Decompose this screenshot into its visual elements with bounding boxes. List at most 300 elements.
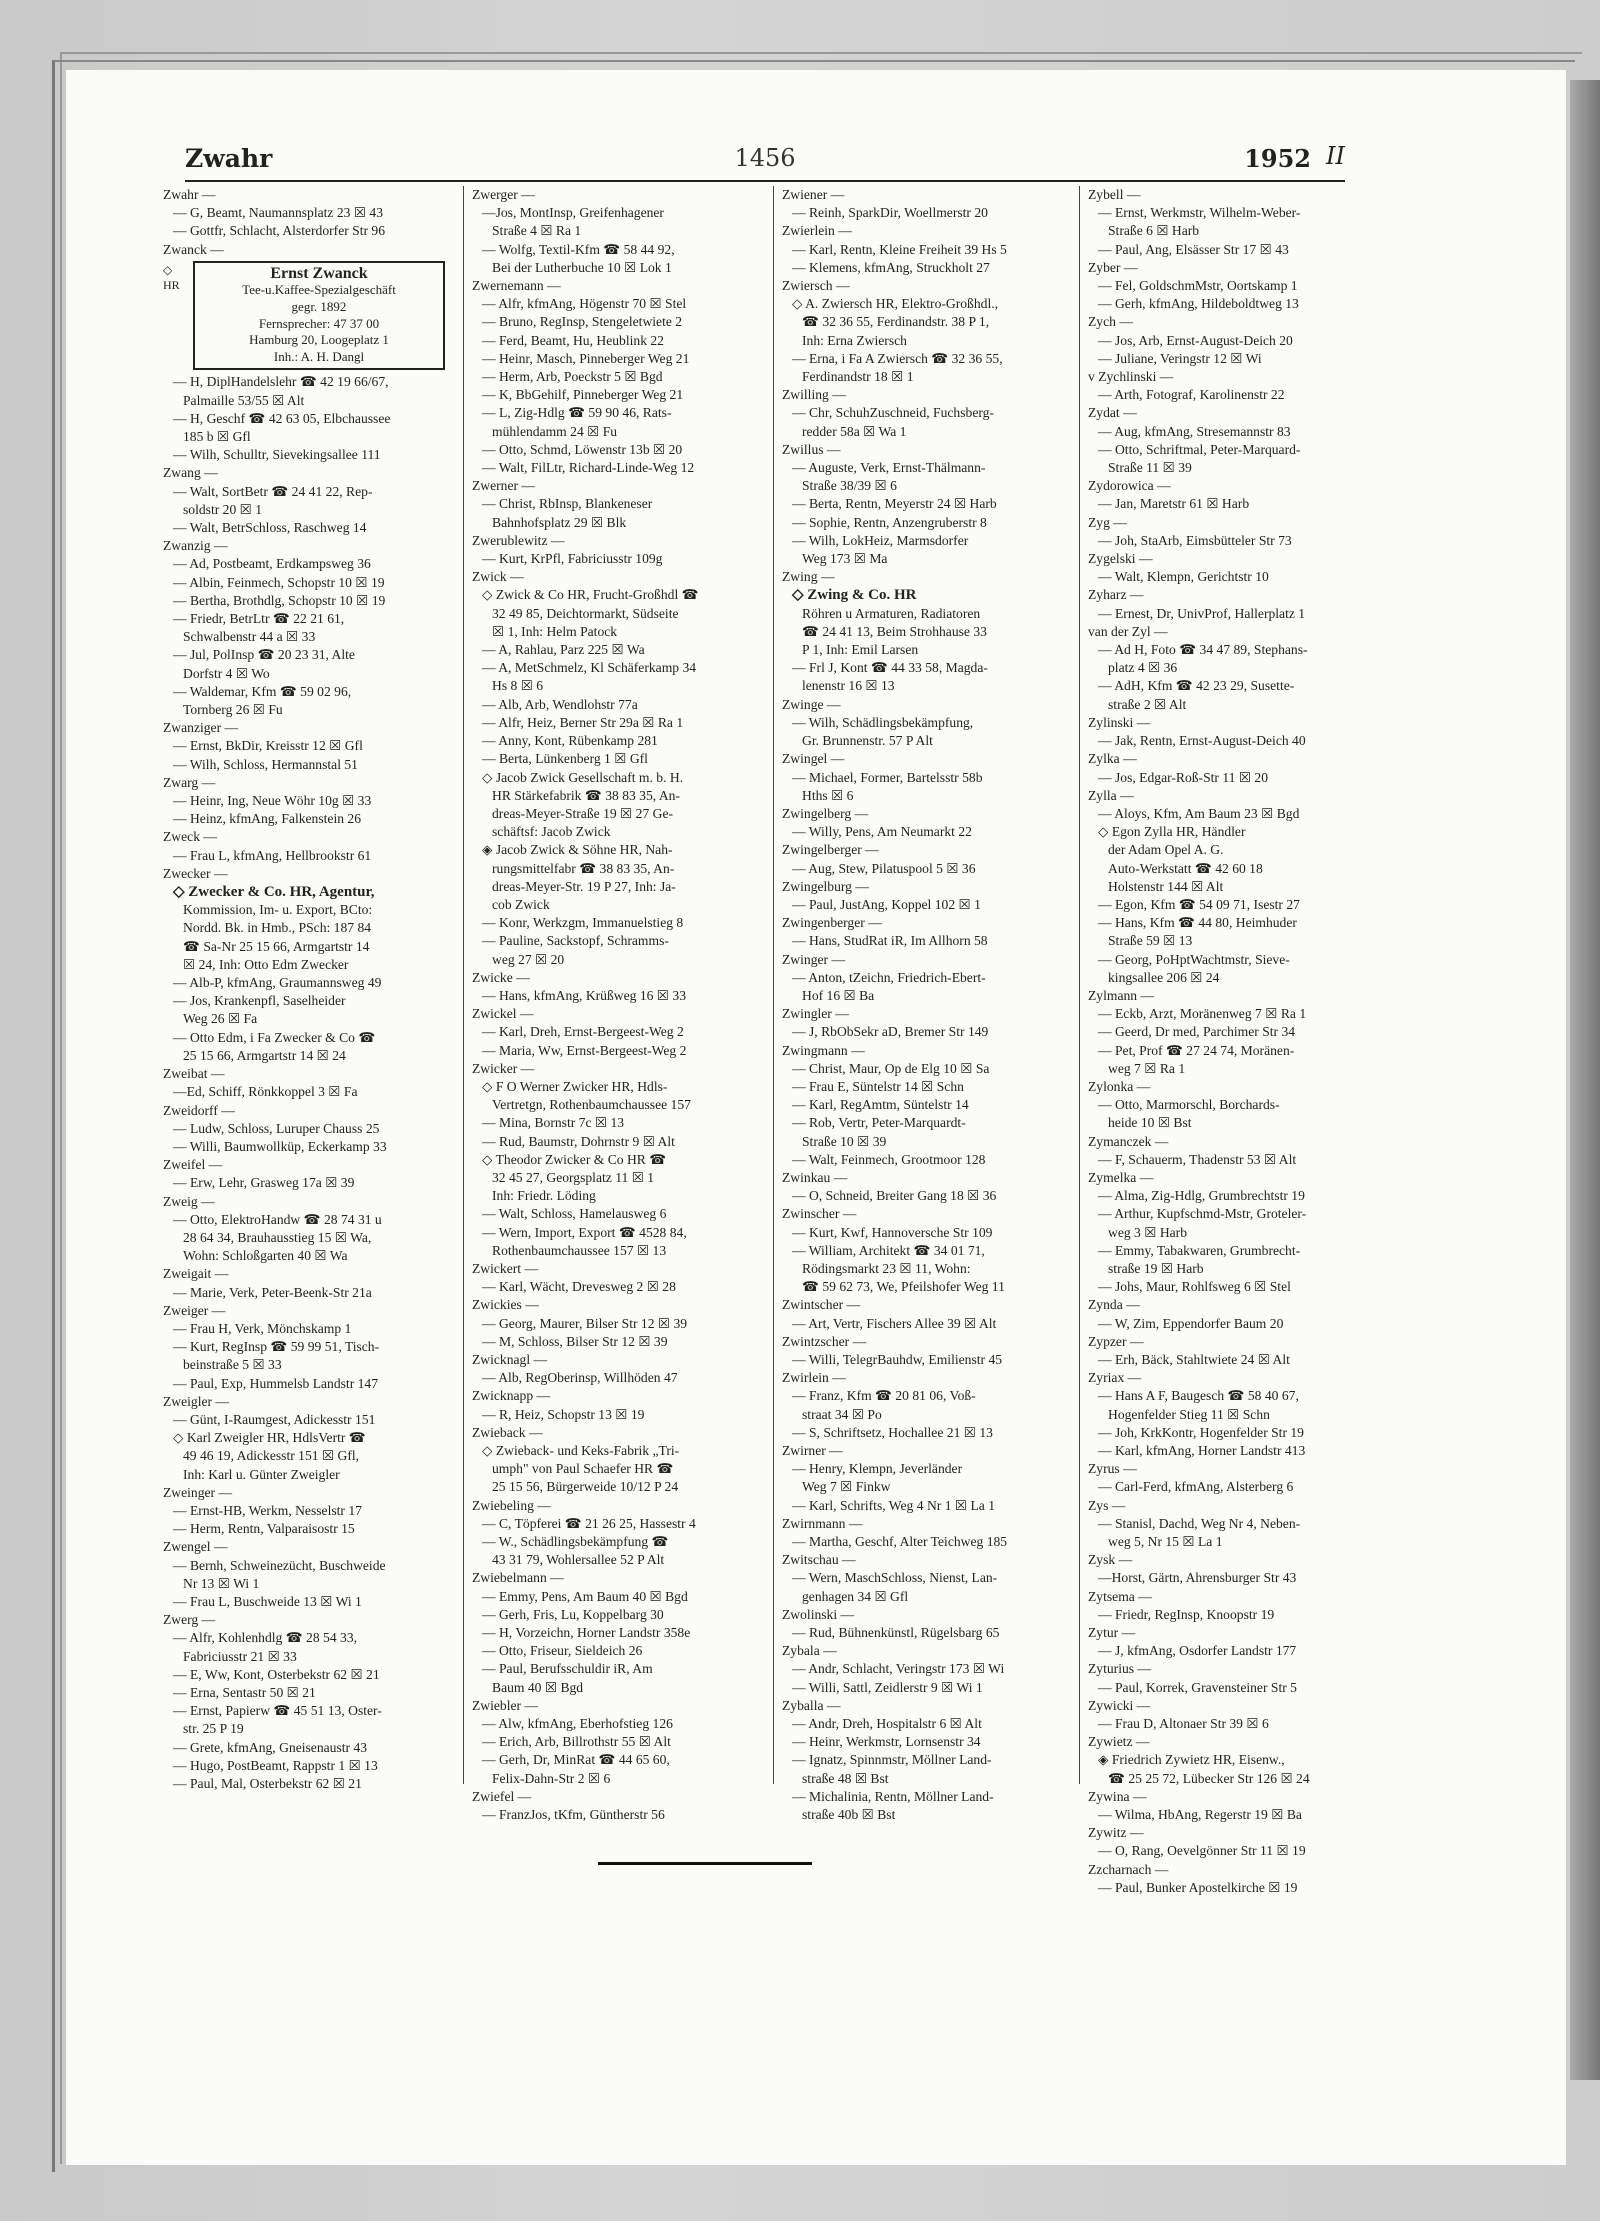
directory-entry: — Walt, BetrSchloss, Raschweg 14 [173, 520, 367, 535]
entry-continuation: weg 27 ☒ 20 [492, 951, 565, 967]
directory-entry: ◇ Karl Zweigler HR, HdlsVertr ☎ [173, 1430, 366, 1446]
directory-entry: — Aug, kfmAng, Stresemannstr 83 [1098, 423, 1291, 439]
entry-continuation: Hogenfelder Stieg 11 ☒ Schn [1108, 1406, 1270, 1422]
surname-heading: Zydorowica — [1088, 478, 1171, 494]
directory-entry: — M, Schloss, Bilser Str 12 ☒ 39 [482, 1333, 668, 1349]
entry-continuation: platz 4 ☒ 36 [1108, 660, 1178, 676]
header-volume: II [1326, 142, 1345, 170]
directory-entry: — Gerh, Fris, Lu, Koppelbarg 30 [482, 1606, 664, 1622]
surname-heading: Zweibat — [163, 1066, 225, 1082]
entry-continuation: Straße 6 ☒ Harb [1108, 223, 1200, 239]
directory-entry: — Heinr, Werkmstr, Lornsenstr 34 [792, 1734, 981, 1750]
directory-entry: — O, Schneid, Breiter Gang 18 ☒ 36 [792, 1188, 997, 1204]
directory-entry: — Walt, FilLtr, Richard-Linde-Weg 12 [482, 460, 695, 476]
directory-entry: — Wern, Import, Export ☎ 4528 84, [482, 1224, 687, 1240]
surname-heading: Zymelka — [1088, 1169, 1154, 1185]
directory-entry: — Paul, Mal, Osterbekstr 62 ☒ 21 [173, 1776, 362, 1792]
entry-continuation: redder 58a ☒ Wa 1 [802, 423, 907, 439]
entry-continuation: cob Zwick [492, 896, 550, 912]
directory-entry: — Joh, StaArb, Eimsbütteler Str 73 [1098, 532, 1292, 548]
directory-entry: — Maria, Ww, Ernst-Bergeest-Weg 2 [482, 1042, 687, 1058]
entry-continuation: Straße 59 ☒ 13 [1108, 933, 1193, 949]
entry-continuation: weg 5, Nr 15 ☒ La 1 [1108, 1534, 1223, 1550]
directory-entry: — Bernh, Schweinezücht, Buschweide [173, 1557, 386, 1573]
directory-entry: — Klemens, kfmAng, Struckholt 27 [792, 259, 990, 275]
surname-heading: Zwarg — [163, 774, 216, 790]
surname-heading: Zwingelburg — [782, 878, 869, 894]
directory-entry: — Otto, Schmd, Löwenstr 13b ☒ 20 [482, 441, 683, 457]
surname-heading: Zydat — [1088, 405, 1137, 421]
directory-entry: — Alw, kfmAng, Eberhofstieg 126 [482, 1716, 673, 1732]
directory-entry: — C, Töpferei ☎ 21 26 25, Hassestr 4 [482, 1515, 696, 1531]
directory-entry: ◇ Zwing & Co. HR [792, 587, 917, 604]
surname-heading: Zyrus — [1088, 1461, 1137, 1477]
directory-entry: — Kurt, KrPfl, Fabriciusstr 109g [482, 551, 663, 567]
directory-entry: — Paul, Ang, Elsässer Str 17 ☒ 43 [1098, 241, 1289, 257]
directory-entry: — Berta, Rentn, Meyerstr 24 ☒ Harb [792, 496, 997, 512]
surname-heading: Zwirnmann — [782, 1515, 863, 1531]
entry-continuation: Röhren u Armaturen, Radiatoren [802, 605, 981, 621]
directory-entry: — Günt, I-Raumgest, Adickesstr 151 [173, 1411, 376, 1427]
directory-entry: — Alb, Arb, Wendlohstr 77a [482, 696, 638, 712]
directory-entry: — Andr, Schlacht, Veringstr 173 ☒ Wi [792, 1661, 1005, 1677]
directory-entry: — Arthur, Kupfschmd-Mstr, Groteler- [1098, 1206, 1307, 1222]
entry-continuation: ☒ 1, Inh: Helm Patock [492, 623, 618, 639]
directory-entry: — Alma, Zig-Hdlg, Grumbrechtstr 19 [1098, 1188, 1305, 1204]
directory-entry: — Jos, Arb, Ernst-August-Deich 20 [1098, 332, 1293, 348]
directory-entry: — Reinh, SparkDir, Woellmerstr 20 [792, 205, 988, 221]
directory-entry: ◇ Zwick & Co HR, Frucht-Großhdl ☎ [482, 587, 699, 603]
directory-entry: — Ernst, Papierw ☎ 45 51 13, Oster- [173, 1703, 382, 1719]
directory-entry: — Walt, Feinmech, Grootmoor 128 [792, 1151, 986, 1167]
directory-entry: — Gottfr, Schlacht, Alsterdorfer Str 96 [173, 223, 386, 239]
directory-entry: — Heinz, kfmAng, Falkenstein 26 [173, 811, 362, 827]
directory-entry: — Alb, RegOberinsp, Willhöden 47 [482, 1370, 678, 1386]
surname-heading: Zwicke — [472, 969, 530, 985]
directory-entry: — Auguste, Verk, Ernst-Thälmann- [792, 460, 986, 476]
surname-heading: Zyballa — [782, 1697, 841, 1713]
surname-heading: Zwerg — [163, 1612, 216, 1628]
directory-entry: — Hans, Kfm ☎ 44 80, Heimhuder [1098, 915, 1297, 931]
entry-continuation: weg 7 ☒ Ra 1 [1108, 1060, 1186, 1076]
entry-continuation: straße 19 ☒ Harb [1108, 1260, 1204, 1276]
page-number: 1456 [734, 144, 796, 172]
directory-entry: — Anny, Kont, Rübenkamp 281 [482, 733, 658, 749]
entry-continuation: Bahnhofsplatz 29 ☒ Blk [492, 514, 627, 530]
surname-heading: Zwerner — [472, 478, 536, 494]
directory-entry: — Berta, Lünkenberg 1 ☒ Gfl [482, 751, 648, 767]
directory-entry: — Michalinia, Rentn, Möllner Land- [792, 1788, 994, 1804]
directory-entry: — Andr, Dreh, Hospitalstr 6 ☒ Alt [792, 1716, 982, 1732]
directory-entry: — Erich, Arb, Billrothstr 55 ☒ Alt [482, 1734, 671, 1750]
entry-continuation: weg 3 ☒ Harb [1108, 1224, 1188, 1240]
surname-heading: Zwingel — [782, 751, 845, 767]
directory-entry: — Paul, Bunker Apostelkirche ☒ 19 [1098, 1879, 1298, 1895]
entry-continuation: Wohn: Schloßgarten 40 ☒ Wa [183, 1248, 348, 1264]
entry-continuation: Hs 8 ☒ 6 [492, 678, 544, 694]
surname-heading: Zweig — [163, 1193, 215, 1209]
surname-heading: Zweinger — [163, 1484, 233, 1500]
entry-continuation: 43 31 79, Wohlersallee 52 P Alt [492, 1552, 665, 1568]
directory-entry: — Aug, Stew, Pilatuspool 5 ☒ 36 [792, 860, 976, 876]
surname-heading: Zylla — [1088, 787, 1134, 803]
directory-entry: — Friedr, BetrLtr ☎ 22 21 61, [173, 611, 345, 627]
entry-continuation: Baum 40 ☒ Bgd [492, 1679, 584, 1695]
surname-heading: Zych — [1088, 314, 1133, 330]
surname-heading: Zwerublewitz — [472, 532, 565, 548]
surname-heading: Zywina — [1088, 1788, 1147, 1804]
surname-heading: Zynda — [1088, 1297, 1140, 1313]
header-year: 1952 [1244, 144, 1311, 173]
surname-heading: Zytsema — [1088, 1588, 1152, 1604]
entry-continuation: Auto-Werkstatt ☎ 42 60 18 [1108, 860, 1263, 876]
surname-heading: Zwiersch — [782, 278, 850, 294]
directory-entry: — Ernest, Dr, UnivProf, Hallerplatz 1 [1098, 605, 1306, 621]
surname-heading: Zwicker — [472, 1060, 535, 1076]
surname-heading: Zylinski — [1088, 714, 1151, 730]
entry-continuation: Straße 38/39 ☒ 6 [802, 478, 897, 494]
directory-entry: — Christ, RbInsp, Blankeneser [482, 496, 653, 512]
directory-entry: — Willi, Sattl, Zeidlerstr 9 ☒ Wi 1 [792, 1679, 983, 1695]
entry-continuation: dreas-Meyer-Str. 19 P 27, Inh: Ja- [492, 878, 676, 894]
directory-entry: — Willi, TelegrBauhdw, Emilienstr 45 [792, 1352, 1003, 1367]
entry-continuation: Inh: Karl u. Günter Zweigler [183, 1466, 340, 1482]
directory-entry: — F, Schauerm, Thadenstr 53 ☒ Alt [1098, 1151, 1297, 1167]
directory-entry: — Ad, Postbeamt, Erdkampsweg 36 [173, 556, 371, 572]
entry-continuation: Nordd. Bk. in Hmb., PSch: 187 84 [183, 920, 372, 936]
surname-heading: Zweiger — [163, 1302, 226, 1318]
directory-entry: ◇ Egon Zylla HR, Händler [1098, 824, 1246, 840]
entry-continuation: ☎ 25 25 72, Lübecker Str 126 ☒ 24 [1108, 1770, 1310, 1786]
surname-heading: Zweigait — [163, 1266, 229, 1282]
entry-continuation: soldstr 20 ☒ 1 [183, 501, 263, 517]
entry-continuation: Felix-Dahn-Str 2 ☒ 6 [492, 1770, 611, 1786]
surname-heading: Zyber — [1088, 259, 1138, 275]
directory-entry: — Arth, Fotograf, Karolinenstr 22 [1098, 387, 1285, 403]
entry-continuation: ☎ 24 41 13, Beim Strohhause 33 [802, 623, 987, 639]
entry-continuation: 25 15 66, Armgartstr 14 ☒ 24 [183, 1047, 346, 1063]
surname-heading: Zwickies — [472, 1297, 539, 1313]
directory-entry: — Wolfg, Textil-Kfm ☎ 58 44 92, [482, 241, 675, 257]
surname-heading: Zwillus — [782, 441, 841, 457]
directory-entry: — W., Schädlingsbekämpfung ☎ [482, 1534, 669, 1550]
entry-continuation: ☎ 32 36 55, Ferdinandstr. 38 P 1, [802, 314, 990, 330]
directory-entry: — Franz, Kfm ☎ 20 81 06, Voß- [792, 1388, 976, 1404]
entry-continuation: Rothenbaumchaussee 157 ☒ 13 [492, 1242, 667, 1258]
entry-continuation: Kommission, Im- u. Export, BCto: [183, 902, 373, 918]
entry-continuation: Dorfstr 4 ☒ Wo [183, 665, 270, 681]
directory-entry: — Frau E, Süntelstr 14 ☒ Schn [792, 1078, 964, 1094]
surname-heading: Zwiebler — [472, 1697, 539, 1713]
directory-entry: — Walt, Klempn, Gerichtstr 10 [1098, 569, 1269, 585]
directory-entry: — William, Architekt ☎ 34 01 71, [792, 1242, 985, 1258]
column-divider [1079, 186, 1080, 1784]
directory-entry: — Jak, Rentn, Ernst-August-Deich 40 [1098, 733, 1306, 749]
directory-entry: — Frl J, Kont ☎ 44 33 58, Magda- [792, 660, 988, 676]
surname-heading: van der Zyl — [1088, 623, 1168, 639]
directory-entry: — Egon, Kfm ☎ 54 09 71, Isestr 27 [1098, 896, 1300, 912]
entry-continuation: 185 b ☒ Gfl [183, 428, 251, 444]
directory-entry: — Ad H, Foto ☎ 34 47 89, Stephans- [1098, 642, 1308, 658]
advertisement-box [163, 261, 445, 371]
directory-entry: — Wern, MaschSchloss, Nienst, Lan- [792, 1570, 998, 1586]
directory-entry: — Otto, Marmorschl, Borchards- [1098, 1097, 1280, 1113]
directory-entry: — Konr, Werkzgm, Immanuelstieg 8 [482, 915, 684, 931]
directory-entry: — Karl, RegAmtm, Süntelstr 14 [792, 1097, 969, 1113]
directory-entry: — AdH, Kfm ☎ 42 23 29, Susette- [1098, 678, 1295, 694]
surname-heading: Zwingler — [782, 1006, 849, 1022]
entry-continuation: straat 34 ☒ Po [802, 1406, 882, 1422]
surname-heading: Zwingelberger — [782, 842, 879, 858]
surname-heading: Zylonka — [1088, 1078, 1151, 1094]
surname-heading: Zwang — [163, 465, 218, 481]
entry-continuation: straße 2 ☒ Alt [1108, 696, 1187, 712]
directory-entry: ◈ Friedrich Zywietz HR, Eisenw., [1098, 1752, 1285, 1768]
surname-heading: Zyturius — [1088, 1661, 1152, 1677]
directory-entry: ◇ Zwieback- und Keks-Fabrik „Tri- [482, 1443, 680, 1459]
directory-entry: — Ernst, BkDir, Kreisstr 12 ☒ Gfl [173, 738, 363, 754]
directory-entry: — Martha, Geschf, Alter Teichweg 185 [792, 1534, 1008, 1550]
entry-continuation: rungsmittelfabr ☎ 38 83 35, An- [492, 860, 675, 876]
surname-heading: Zweidorff — [163, 1102, 235, 1118]
directory-entry: — Rob, Vertr, Peter-Marquardt- [792, 1115, 966, 1131]
directory-entry: — Mina, Bornstr 7c ☒ 13 [482, 1115, 625, 1131]
directory-entry: — Aloys, Kfm, Am Baum 23 ☒ Bgd [1098, 805, 1300, 821]
surname-heading: Zwicknapp — [472, 1388, 551, 1404]
directory-entry: — Walt, SortBetr ☎ 24 41 22, Rep- [173, 483, 373, 499]
directory-entry: — Willy, Pens, Am Neumarkt 22 [792, 824, 972, 840]
directory-entry: — Fel, GoldschmMstr, Oortskamp 1 [1098, 278, 1298, 294]
directory-entry: — Frau L, kfmAng, Hellbrookstr 61 [173, 847, 372, 863]
directory-entry: — Alfr, Kohlenhdlg ☎ 28 54 33, [173, 1630, 358, 1646]
directory-column-1 [163, 186, 455, 1793]
directory-entry: — Art, Vertr, Fischers Allee 39 ☒ Alt [792, 1315, 997, 1331]
surname-heading: Zwahr — [163, 187, 216, 202]
entry-continuation: Palmaille 53/55 ☒ Alt [183, 392, 305, 408]
entry-continuation: straße 40b ☒ Bst [802, 1807, 896, 1823]
directory-entry: ◇ Jacob Zwick Gesellschaft m. b. H. [482, 769, 684, 785]
surname-heading: Zwingenberger — [782, 915, 882, 931]
directory-column-2 [472, 186, 764, 1824]
surname-heading: Zwierlein — [782, 223, 852, 239]
directory-entry: — Ferd, Beamt, Hu, Heublink 22 [482, 332, 664, 348]
directory-entry: — Frau L, Buschweide 13 ☒ Wi 1 [173, 1593, 362, 1609]
directory-entry: — Alfr, kfmAng, Högenstr 70 ☒ Stel [482, 296, 687, 312]
directory-entry: — Erw, Lehr, Grasweg 17a ☒ 39 [173, 1175, 355, 1191]
directory-entry: — Pauline, Sackstopf, Schramms- [482, 933, 669, 949]
entry-continuation: Vertretgn, Rothenbaumchaussee 157 [492, 1097, 691, 1113]
directory-entry: — Hans, StudRat iR, Im Allhorn 58 [792, 933, 988, 949]
directory-entry: — Karl, kfmAng, Horner Landstr 413 [1098, 1443, 1306, 1459]
directory-entry: — Karl, Dreh, Ernst-Bergeest-Weg 2 [482, 1024, 684, 1040]
column-divider [773, 186, 774, 1784]
surname-heading: Zwanck — [163, 241, 224, 257]
entry-continuation: 32 45 27, Georgsplatz 11 ☒ 1 [492, 1169, 655, 1185]
surname-heading: Zymanczek — [1088, 1133, 1169, 1149]
entry-continuation: heide 10 ☒ Bst [1108, 1115, 1192, 1131]
directory-entry: — Gerh, kfmAng, Hildeboldtweg 13 [1098, 296, 1299, 312]
entry-continuation: Gr. Brunnenstr. 57 P Alt [802, 733, 933, 749]
directory-entry: — E, Ww, Kont, Osterbekstr 62 ☒ 21 [173, 1666, 380, 1682]
directory-entry: — Carl-Ferd, kfmAng, Alsterberg 6 [1098, 1479, 1294, 1495]
surname-heading: Zwiefel — [472, 1788, 532, 1804]
directory-entry: — Michael, Former, Bartelsstr 58b [792, 769, 983, 785]
directory-entry: — Pet, Prof ☎ 27 24 74, Moränen- [1098, 1042, 1295, 1058]
directory-entry: — Erh, Bäck, Stahltwiete 24 ☒ Alt [1098, 1352, 1290, 1367]
directory-entry: — Willi, Baumwollküp, Eckerkamp 33 [173, 1138, 387, 1154]
surname-heading: Zwinge — [782, 696, 841, 712]
surname-heading: Zybell — [1088, 187, 1141, 202]
directory-entry: —Jos, MontInsp, Greifenhagener [482, 205, 664, 221]
entry-continuation: Hof 16 ☒ Ba [802, 987, 875, 1003]
entry-continuation: kingsallee 206 ☒ 24 [1108, 969, 1220, 985]
directory-entry: — Anton, tZeichn, Friedrich-Ebert- [792, 969, 986, 985]
ad-line: Tee-u.Kaffee-Spezialgeschäft [242, 282, 396, 298]
surname-heading: Zywietz — [1088, 1734, 1150, 1750]
directory-entry: — Bertha, Brothdlg, Schopstr 10 ☒ 19 [173, 592, 386, 608]
directory-entry: ◈ Jacob Zwick & Söhne HR, Nah- [482, 842, 673, 858]
entry-continuation: 28 64 34, Brauhausstieg 15 ☒ Wa, [183, 1229, 372, 1245]
surname-heading: Zweigler — [163, 1393, 230, 1409]
directory-entry: ◇ F O Werner Zwicker HR, Hdls- [482, 1078, 668, 1094]
surname-heading: Zysk — [1088, 1552, 1133, 1568]
directory-entry: — H, DiplHandelslehr ☎ 42 19 66/67, [173, 374, 389, 390]
end-rule [598, 1862, 812, 1865]
entry-continuation: Weg 7 ☒ Finkw [802, 1479, 891, 1495]
surname-heading: Zywitz — [1088, 1825, 1144, 1841]
entry-continuation: Nr 13 ☒ Wi 1 [183, 1575, 260, 1591]
surname-heading: Zwickert — [472, 1260, 539, 1276]
directory-entry: — Paul, JustAng, Koppel 102 ☒ 1 [792, 896, 981, 912]
directory-entry: — Paul, Berufsschuldir iR, Am [482, 1661, 653, 1677]
surname-heading: Zwinger — [782, 951, 846, 967]
directory-entry: — Ernst-HB, Werkm, Nesselstr 17 [173, 1502, 362, 1518]
directory-entry: — Jul, PolInsp ☎ 20 23 31, Alte [173, 647, 355, 663]
directory-entry: — Eckb, Arzt, Moränenweg 7 ☒ Ra 1 [1098, 1006, 1307, 1022]
entry-continuation: Inh: Friedr. Löding [492, 1188, 596, 1204]
directory-entry: ◇ Theodor Zwicker & Co HR ☎ [482, 1151, 667, 1167]
directory-entry: — Herm, Arb, Poeckstr 5 ☒ Bgd [482, 369, 663, 385]
surname-heading: Zyharz — [1088, 587, 1144, 603]
directory-entry: — Wilh, Schulltr, Sievekingsallee 111 [173, 447, 381, 463]
surname-heading: Zwolinski — [782, 1606, 855, 1622]
directory-entry: — Frau H, Verk, Mönchskamp 1 [173, 1320, 352, 1336]
directory-entry: — Ernst, Werkmstr, Wilhelm-Weber- [1098, 205, 1301, 221]
directory-entry: — Friedr, RegInsp, Knoopstr 19 [1098, 1606, 1275, 1622]
directory-entry: — Georg, Maurer, Bilser Str 12 ☒ 39 [482, 1315, 688, 1331]
directory-entry: — Kurt, Kwf, Hannoversche Str 109 [792, 1224, 993, 1240]
entry-continuation: ☒ 24, Inh: Otto Edm Zwecker [183, 956, 349, 972]
ad-marker: ◇ HR [163, 262, 180, 292]
surname-heading: Zwirlein — [782, 1370, 846, 1386]
directory-entry: — J, RbObSekr aD, Bremer Str 149 [792, 1024, 989, 1040]
surname-heading: Zwiener — [782, 187, 845, 202]
directory-entry: — O, Rang, Oevelgönner Str 11 ☒ 19 [1098, 1843, 1306, 1859]
column-divider [463, 186, 464, 1784]
directory-entry: — Albin, Feinmech, Schopstr 10 ☒ 19 [173, 574, 385, 590]
entry-continuation: genhagen 34 ☒ Gfl [802, 1588, 909, 1604]
surname-heading: Zypzer — [1088, 1333, 1144, 1349]
directory-entry: — Hugo, PostBeamt, Rappstr 1 ☒ 13 [173, 1757, 378, 1773]
directory-entry: — S, Schriftsetz, Hochallee 21 ☒ 13 [792, 1424, 993, 1440]
directory-entry: — Juliane, Veringstr 12 ☒ Wi [1098, 350, 1262, 366]
directory-entry: — Jos, Edgar-Roß-Str 11 ☒ 20 [1098, 769, 1268, 785]
entry-continuation: Fabriciusstr 21 ☒ 33 [183, 1648, 297, 1664]
directory-entry: — Erna, i Fa A Zwiersch ☎ 32 36 55, [792, 350, 1003, 366]
directory-entry: — Karl, Wächt, Drevesweg 2 ☒ 28 [482, 1279, 676, 1295]
directory-entry: — Hans, kfmAng, Krüßweg 16 ☒ 33 [482, 987, 686, 1003]
surname-heading: Zybala — [782, 1643, 837, 1659]
surname-heading: Zwinscher — [782, 1206, 857, 1222]
directory-entry: — Otto, Friseur, Sieldeich 26 [482, 1643, 643, 1659]
entry-continuation: dreas-Meyer-Straße 19 ☒ 27 Ge- [492, 805, 674, 821]
directory-entry: — R, Heiz, Schopstr 13 ☒ 19 [482, 1406, 645, 1422]
entry-continuation: Straße 10 ☒ 39 [802, 1133, 887, 1149]
surname-heading: Zwirner — [782, 1443, 843, 1459]
directory-entry: — Alfr, Heiz, Berner Str 29a ☒ Ra 1 [482, 714, 684, 730]
surname-heading: Zwanzig — [163, 538, 228, 554]
entry-continuation: Ferdinandstr 18 ☒ 1 [802, 369, 914, 385]
directory-entry: — Frau D, Altonaer Str 39 ☒ 6 [1098, 1716, 1269, 1732]
surname-heading: Zylka — [1088, 751, 1137, 767]
directory-entry: — H, Vorzeichn, Horner Landstr 358e [482, 1625, 691, 1641]
directory-entry: — Wilh, Schädlingsbekämpfung, [792, 714, 974, 730]
directory-entry: — A, Rahlau, Parz 225 ☒ Wa [482, 642, 645, 658]
surname-heading: Zwecker — [163, 865, 228, 881]
directory-entry: — Sophie, Rentn, Anzengruberstr 8 [792, 514, 987, 530]
surname-heading: Zyg — [1088, 514, 1127, 530]
ad-line: Fernsprecher: 47 37 00 [258, 315, 380, 331]
surname-heading: Zwingmann — [782, 1042, 865, 1058]
directory-entry: — Otto Edm, i Fa Zwecker & Co ☎ [173, 1029, 376, 1045]
directory-entry: — Chr, SchuhZuschneid, Fuchsberg- [792, 405, 994, 421]
ad-line: Inh.: A. H. Dangl [273, 348, 365, 364]
surname-heading: Zygelski — [1088, 551, 1153, 567]
entry-continuation: 25 15 56, Bürgerweide 10/12 P 24 [492, 1479, 679, 1495]
page-header [185, 138, 1345, 182]
directory-entry: — Rud, Bühnenkünstl, Rügelsbarg 65 [792, 1625, 1000, 1641]
ad-line: Hamburg 20, Loogeplatz 1 [249, 332, 389, 348]
surname-heading: Zwieback — [472, 1424, 543, 1440]
directory-entry: — Walt, Schloss, Hamelausweg 6 [482, 1206, 667, 1222]
directory-entry: — Erna, Sentastr 50 ☒ 21 [173, 1685, 316, 1700]
directory-entry: — Paul, Exp, Hummelsb Landstr 147 [173, 1375, 379, 1391]
surname-heading: Zwanziger — [163, 720, 239, 736]
surname-heading: Zylmann — [1088, 987, 1155, 1003]
directory-entry: — Wilh, Schloss, Hermannstal 51 [173, 756, 358, 772]
surname-heading: Zytur — [1088, 1625, 1136, 1641]
directory-entry: — Otto, Schriftmal, Peter-Marquard- [1098, 441, 1301, 457]
surname-heading: Zwingelberg — [782, 805, 869, 821]
surname-heading: Zys — [1088, 1497, 1126, 1513]
directory-entry: — Ludw, Schloss, Luruper Chauss 25 [173, 1120, 380, 1136]
entry-continuation: HR Stärkefabrik ☎ 38 83 35, An- [492, 787, 680, 803]
entry-continuation: ☎ 59 62 73, We, Pfeilshofer Weg 11 [802, 1279, 1005, 1295]
directory-entry: — Emmy, Pens, Am Baum 40 ☒ Bgd [482, 1588, 688, 1604]
directory-entry: — Emmy, Tabakwaren, Grumbrecht- [1098, 1242, 1301, 1258]
binding-strip [1570, 80, 1600, 2080]
surname-heading: Zwickel — [472, 1006, 534, 1022]
entry-continuation: lenenstr 16 ☒ 13 [802, 678, 895, 694]
directory-entry: — Otto, ElektroHandw ☎ 28 74 31 u [173, 1211, 382, 1227]
directory-entry: —Ed, Schiff, Rönkkoppel 3 ☒ Fa [173, 1084, 358, 1100]
directory-entry: — K, BbGehilf, Pinneberger Weg 21 [482, 387, 684, 403]
directory-entry: — Hans A F, Baugesch ☎ 58 40 67, [1098, 1388, 1299, 1404]
directory-entry: — Johs, Maur, Rohlfsweg 6 ☒ Stel [1098, 1279, 1291, 1295]
ad-line: gegr. 1892 [291, 299, 347, 314]
entry-continuation: 49 46 19, Adickesstr 151 ☒ Gfl, [183, 1448, 360, 1464]
surname-heading: Zzcharnach — [1088, 1861, 1169, 1877]
